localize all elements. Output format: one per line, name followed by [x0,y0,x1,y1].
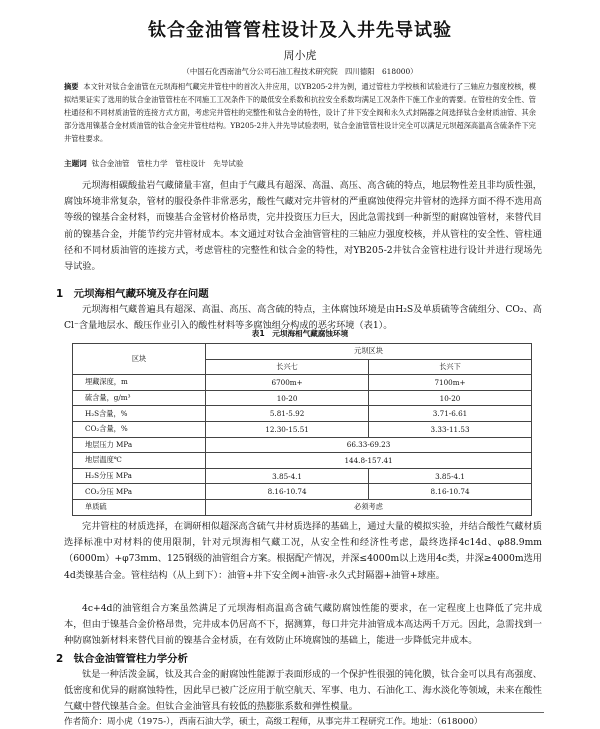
table-cell: 3.85-4.1 [369,468,532,484]
table-row [73,437,532,453]
table-cell: 12.30-15.51 [206,421,369,437]
table-row [73,390,532,406]
section-2-paragraph: 钛是一种活泼金属，钛及其合金的耐腐蚀性能源于表面形成的一个保护性很强的钝化膜，钛合金可以具有高强度、低密度和优异的耐腐蚀特性，因此早已被广泛应用于航空航天、军事、电力、石油化工、海水淡化等领域，未来在酸性气藏中替代镍基合金。但钛合金油管具有较低的热膨胀系数和弹性模量。 [64,669,542,713]
table-cell: 3.85-4.1 [206,468,369,484]
table-cell-label: CO₂分压 MPa [73,484,206,500]
keywords-label: 主题词 [64,159,87,168]
table-cell-label: 硫含量，g/m³ [73,390,206,406]
section-1-heading: 1 元坝海相气藏环境及存在问题 [56,288,209,300]
problem-paragraph: 4c+4d的油管组合方案虽然满足了元坝海相高温高含硫气藏防腐蚀性能的要求，在一定程度上也降低了完井成本，但由于镍基合金价格昂贵，完井成本仍居高不下，据测算，每口井完井油管成本高达两千万元。因此，急需找到一种防腐蚀新材料来替代目前的镍基合金材质，在有效防止环境腐蚀的基础上，能进一步降低完井成本。 [64,603,542,647]
table-cell: 3.33-11.53 [369,421,532,437]
table-cell-merged: 必须考虑 [206,499,532,515]
keywords-text: 钛合金油管 管柱力学 管柱设计 先导试验 [91,159,244,168]
section-1-paragraph: 元坝海相气藏普遍具有超深、高温、高压、高含硫的特点，主体腐蚀环境是由H₂S及单质硫等含硫组分、CO₂、高Cl⁻含量地层水、酸压作业引入的酸性材料等多腐蚀组分构成的恶劣环境（表1）。 [64,304,542,332]
table-row [73,453,532,469]
abstract [64,80,536,145]
table-header-col2: 长兴下 [369,359,532,375]
abstract-label: 摘要 [64,82,79,91]
author-name: 周小虎 [283,49,317,62]
table-cell-label: 埋藏深度，m [73,375,206,391]
table-cell-label: 地层温度℃ [73,453,206,469]
author-affiliation: （中国石化西南油气分公司石油工程技术研究院 四川德阳 618000） [182,67,418,76]
paper-title: 钛合金油管管柱设计及入井先导试验 [148,20,452,41]
table-cell: 10-20 [369,390,532,406]
table-cell-label: 地层压力 MPa [73,437,206,453]
table-row [73,484,532,500]
table-cell: 10-20 [206,390,369,406]
table-cell: 8.16-10.74 [369,484,532,500]
table-cell-merged: 66.33-69.23 [206,437,532,453]
table-cell: 6700m+ [206,375,369,391]
table-cell-label: 单质硫 [73,499,206,515]
corrosion-environment-table [72,343,532,516]
table-cell: 8.16-10.74 [206,484,369,500]
table-row [73,499,532,515]
table-cell: 5.81-5.92 [206,406,369,422]
table-header-col1: 长兴七 [206,359,369,375]
table-row [73,375,532,391]
intro-paragraph: 元坝海相碳酸盐岩气藏储量丰富，但由于气藏具有超深、高温、高压、高含硫的特点，地层物性差且非均质性强，腐蚀环境非常复杂，管材的服役条件非常恶劣，酸性气藏对完井管材的严重腐蚀使得完井管材的选择方面不得不选用高等级的镍基合金材料，而镍基合金管材价格昂贵，完井投资压力巨大，因此急需找到一种新型的耐腐蚀管材，来替代目前的镍基合金，并能节约完井管材成本。本文通过对钛合金油管管柱的三轴应力强度校核，并从管柱的安全性、管柱通径和不同材质油管的连接方式，考虑管柱的完整性和钛合金的特性，对YB205-2井钛合金管柱进行设计并进行现场先导试验。 [64,180,542,273]
table-header-area: 区块 [73,344,206,375]
table-header-env: 元坝区块 [206,344,532,360]
material-selection-paragraph: 完井管柱的材质选择，在调研相似超深高含硫气井材质选择的基础上，通过大量的模拟实验，并结合酸性气藏材质选择标准中对材料的使用限制，针对元坝海相气藏工况，从安全性和经济性考虑，最终选择4c14d、φ88.9mm（6000m）+φ73mm、125钢级的油管组合方案。根据配产情况，并深≤4000m以上选用4c类，井深≥4000m选用4d类镍基合金。管柱结构（从上到下）：油管+井下安全阀+油管-永久式封隔器+油管+球座。 [64,521,542,581]
table-cell-label: H₂S含量，% [73,406,206,422]
section-2-heading: 2 钛合金油管管柱力学分析 [56,653,188,665]
table-cell-merged: 144.8-157.41 [206,453,532,469]
abstract-text: 本文针对钛合金油管在元坝海相气藏完井管柱中的首次入井应用，以YB205-2井为例，通过管柱力学校核和试验进行了三轴应力强度校核，模拟结果证实了选用的钛合金油管管柱在不同施工工况条件下的最低安全系数和抗拉安全系数均满足工况条件下施工作业的需要。在管柱的安全性、管柱通径和不同材质油管的连接方式方面，考虑完井管柱的完整性和钛合金的特性，设计了井下安全阀和永久式封隔器之间选择钛合金材质油管、其余部分选用镍基合金材质油管的钛合金完井管柱结构。YB205-2井入井先导试验表明，钛合金油管管柱设计完全可以满足元坝超深高温高含硫条件下完井管柱要求。 [64,82,536,143]
table-cell-label: CO₂含量，% [73,421,206,437]
author-footnote: 作者简介：周小虎（1975-），西南石油大学，硕士，高级工程师，从事完井工程研究工作。地址：（618000） [64,712,544,727]
table-cell: 3.71-6.61 [369,406,532,422]
table-caption: 表1 元坝海相气藏腐蚀环境 [251,329,349,338]
table-cell-label: H₂S分压 MPa [73,468,206,484]
table-header-row [73,344,532,360]
table-cell: 7100m+ [369,375,532,391]
table-row [73,406,532,422]
keywords [64,158,536,169]
table-row [73,468,532,484]
table-row [73,421,532,437]
